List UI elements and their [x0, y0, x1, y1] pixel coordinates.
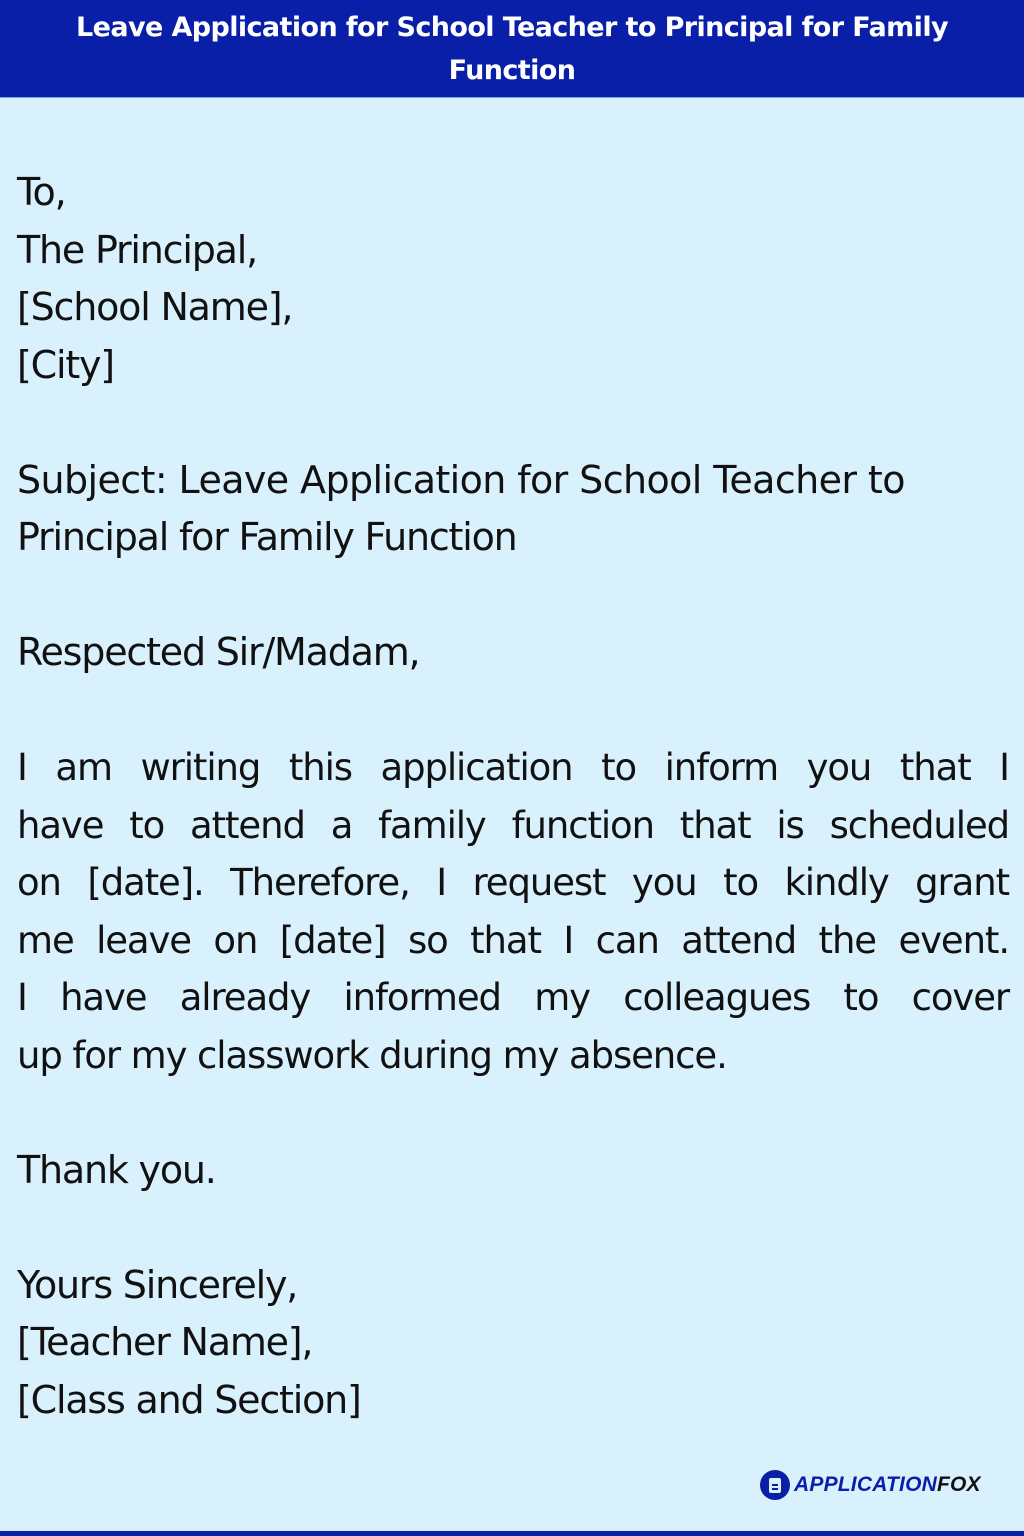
- subject-line: Subject: Leave Application for School Teacher to: [17, 457, 905, 502]
- body-line: I am writing this application to inform you that I: [17, 746, 1009, 789]
- document-icon: [760, 1470, 790, 1500]
- recipient-line: [City]: [17, 342, 114, 387]
- brand-name: APPLICATIONFOX: [794, 1473, 981, 1496]
- page-title: Leave Application for School Teacher to Principal for Family Function: [76, 11, 948, 86]
- thanks-line: Thank you.: [17, 1147, 216, 1192]
- recipient-line: To,: [17, 170, 66, 214]
- brand-logo: [760, 1470, 981, 1500]
- footer-bar: [0, 1531, 1024, 1536]
- signature-name: [Teacher Name],: [17, 1320, 313, 1364]
- signature-class: [Class and Section]: [17, 1377, 361, 1422]
- closing-line: Yours Sincerely,: [17, 1262, 298, 1307]
- recipient-line: The Principal,: [17, 227, 257, 272]
- salutation: Respected Sir/Madam,: [17, 630, 420, 674]
- recipient-line: [School Name],: [17, 285, 293, 329]
- body-line: up for my classwork during my absence.: [17, 1033, 727, 1077]
- body-paragraph: [17, 739, 1009, 1084]
- subject-line: Principal for Family Function: [17, 515, 517, 559]
- body-line: on [date]. Therefore, I request you to kindly grant: [17, 861, 1009, 904]
- body-line: me leave on [date] so that I can attend the event.: [17, 918, 1009, 962]
- letter-body: [17, 164, 1009, 1429]
- body-line: have to attend a family function that is scheduled: [17, 803, 1009, 847]
- header-banner: [0, 0, 1024, 98]
- body-line: I have already informed my colleagues to cover: [17, 976, 1009, 1019]
